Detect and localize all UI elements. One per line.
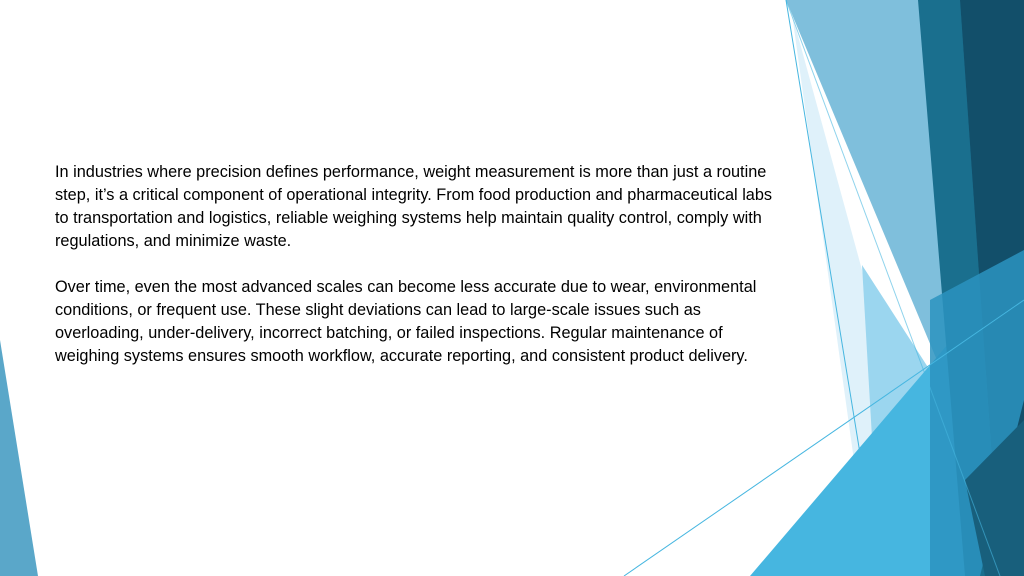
left-edge-facet xyxy=(0,340,38,576)
paragraph-2: Over time, even the most advanced scales can become less accurate due to wear, environmental conditions, or frequent use. These slight deviations can lead to large-scale issues such as overloading, under-delivery, incorrect batching, or failed inspections. Regular maintenance of weighing systems ensures smooth workflow, accurate reporting, and consistent product delivery. xyxy=(55,278,757,365)
slide-body-text xyxy=(55,161,775,391)
paragraph-1: In industries where precision defines performance, weight measurement is more than just a routine step, it’s a critical component of operational integrity. From food production and pharmaceutical labs to transportation and logistics, reliable weighing systems help maintain quality control, comply with regulations, and minimize waste. xyxy=(55,163,773,250)
